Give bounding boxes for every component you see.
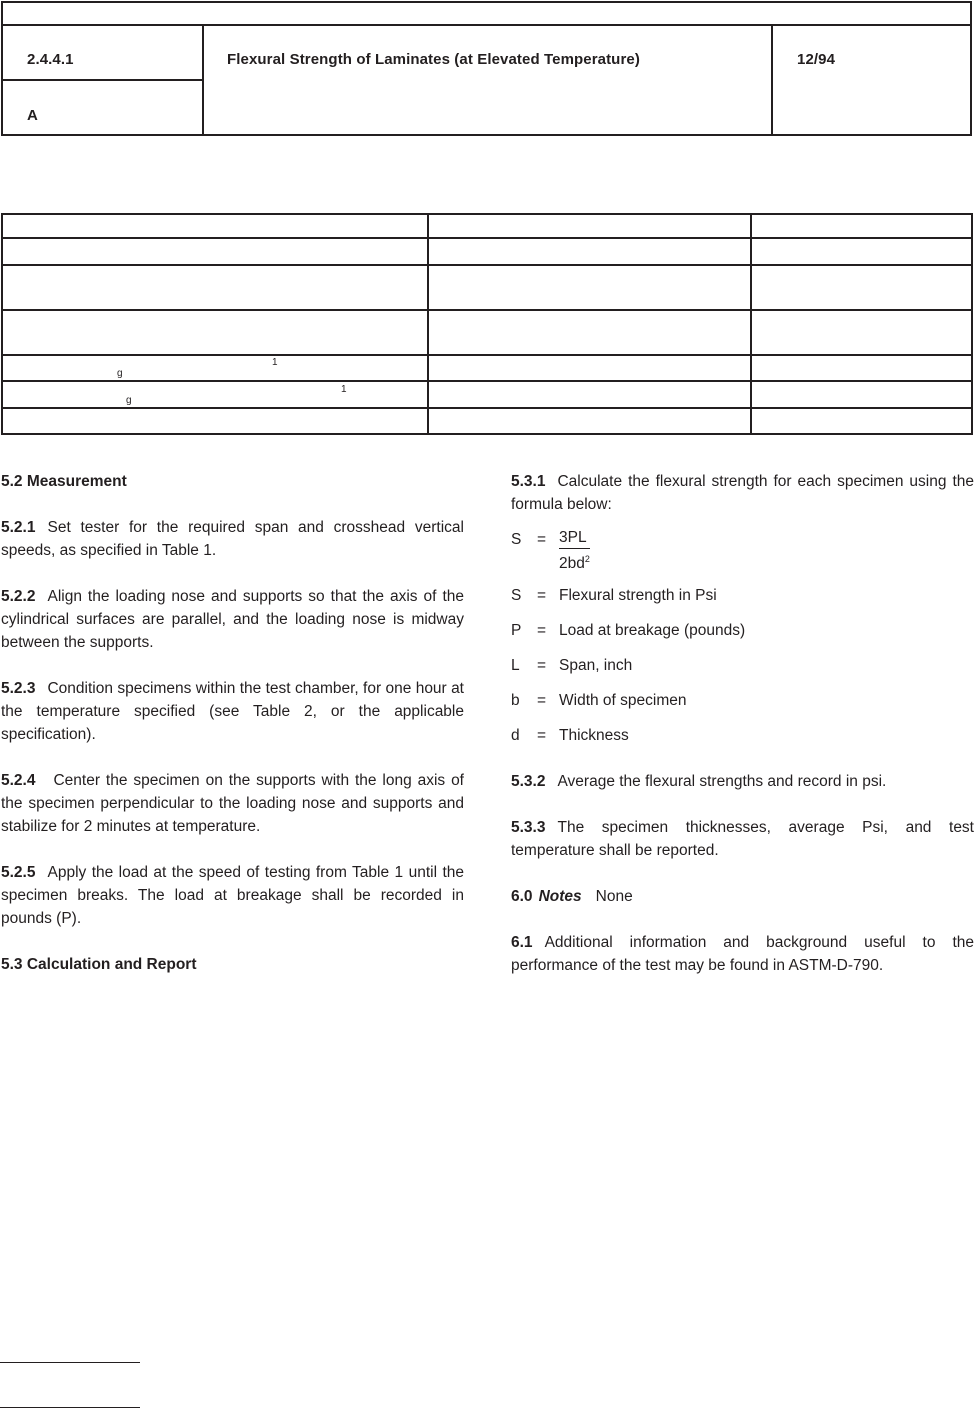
formula-numerator: 3PL	[559, 529, 587, 546]
formula-denominator	[559, 548, 590, 574]
table-cell	[428, 355, 751, 381]
paragraph-text: Condition specimens within the test chamber, for one hour at the temperature specified (see Table 2, or the applicable specification).	[1, 680, 464, 743]
table-cell	[428, 408, 751, 434]
definition-symbol: S	[511, 587, 522, 604]
definition-item	[511, 619, 974, 642]
table-row	[2, 408, 972, 434]
definition-text: Flexural strength in Psi	[559, 587, 717, 604]
header-divider	[1, 24, 972, 26]
document-header	[1, 1, 972, 136]
formula-fraction	[559, 528, 590, 574]
table-row	[2, 310, 972, 355]
section-heading-5-2: 5.2 Measurement	[1, 473, 127, 490]
paragraph-text: Align the loading nose and supports so that the axis of the cylindrical surfaces are parallel, and the loading nose is midway between the supports.	[1, 588, 464, 651]
header-divider	[1, 79, 203, 81]
table-cell	[2, 381, 428, 408]
section-heading-5-3: 5.3 Calculation and Report	[1, 956, 197, 973]
table-cell	[751, 265, 972, 310]
definition-item	[511, 689, 974, 712]
table-row	[2, 381, 972, 408]
right-column	[511, 470, 974, 977]
table-cell	[751, 355, 972, 381]
table-cell	[751, 214, 972, 238]
table-cell	[751, 238, 972, 265]
revision-date: 12/94	[797, 51, 836, 68]
section-number: 5.2.1	[1, 519, 36, 536]
paragraph-text: Additional information and background useful to the performance of the test may be found in ASTM-D-790.	[511, 934, 974, 974]
definition-equals: =	[537, 727, 547, 744]
table-cell	[2, 408, 428, 434]
paragraph-5-2-1	[1, 516, 464, 562]
paragraph-text: Center the specimen on the supports with the long axis of the specimen perpendicular to the loading nose and supports and stabilize for 2 minutes at temperature.	[1, 772, 464, 835]
section-number: 5.2.3	[1, 680, 36, 697]
paragraph-5-2-4	[1, 769, 464, 838]
paragraph-5-2-3	[1, 677, 464, 746]
definition-equals: =	[537, 657, 547, 674]
section-number: 6.0	[511, 888, 533, 905]
table-cell	[751, 310, 972, 355]
header-divider	[771, 24, 773, 136]
paragraph-5-3-3	[511, 816, 974, 862]
formula	[511, 528, 974, 572]
doc-title: Flexural Strength of Laminates (at Elevated Temperature)	[227, 51, 640, 68]
table-cell	[2, 238, 428, 265]
notes-label: Notes	[538, 888, 582, 905]
definition-text: Load at breakage (pounds)	[559, 622, 746, 639]
doc-number: 2.4.4.1	[27, 51, 74, 68]
paragraph-text: The specimen thicknesses, average Psi, and test temperature shall be reported.	[511, 819, 974, 859]
variable-definitions	[511, 584, 974, 747]
definition-equals: =	[537, 587, 547, 604]
table-cell	[428, 381, 751, 408]
definition-item	[511, 724, 974, 747]
footnote-rule	[0, 1407, 140, 1408]
table-cell	[428, 310, 751, 355]
section-number: 5.3.1	[511, 473, 546, 490]
section-number: 5.2.4	[1, 772, 36, 789]
paragraph-5-3-2	[511, 770, 974, 793]
definition-symbol: P	[511, 622, 522, 639]
definition-equals: =	[537, 692, 547, 709]
footnote-rule	[0, 1362, 140, 1363]
table-row	[2, 265, 972, 310]
paragraph-5-3-1	[511, 470, 974, 516]
table-cell	[2, 310, 428, 355]
definition-symbol: L	[511, 657, 520, 674]
definition-symbol: b	[511, 692, 520, 709]
left-column	[1, 470, 464, 976]
footnote-marker: 1	[341, 384, 347, 395]
table-cell	[428, 238, 751, 265]
denominator-base: 2bd	[559, 555, 585, 572]
paragraph-5-2-2	[1, 585, 464, 654]
definition-symbol: d	[511, 727, 520, 744]
table-cell	[2, 265, 428, 310]
paragraph-text: Average the flexural strengths and record in psi.	[557, 773, 887, 790]
table-cell	[428, 265, 751, 310]
footnote-marker: 1	[272, 357, 278, 368]
definition-text: Span, inch	[559, 657, 633, 674]
table-cell	[428, 214, 751, 238]
definition-text: Thickness	[559, 727, 629, 744]
formula-equals: =	[537, 531, 547, 548]
definition-item	[511, 654, 974, 677]
paragraph-text: Apply the load at the speed of testing from Table 1 until the specimen breaks. The load at breakage shall be recorded in pounds (P).	[1, 864, 464, 927]
table-cell	[2, 214, 428, 238]
section-number: 6.1	[511, 934, 533, 951]
definition-text: Width of specimen	[559, 692, 687, 709]
definition-equals: =	[537, 622, 547, 639]
table-row	[2, 238, 972, 265]
section-number: 5.2.5	[1, 864, 36, 881]
denominator-exponent: 2	[584, 554, 590, 564]
paragraph-text: Set tester for the required span and crosshead vertical speeds, as specified in Table 1.	[1, 519, 464, 559]
cell-fragment: g	[126, 395, 132, 406]
paragraph-6-1	[511, 931, 974, 977]
table-cell	[751, 381, 972, 408]
table-cell	[751, 408, 972, 434]
paragraph-5-2-5	[1, 861, 464, 930]
section-number: 5.3.2	[511, 773, 546, 790]
section-number: 5.2.2	[1, 588, 36, 605]
section-number: 5.3.3	[511, 819, 546, 836]
table-row	[2, 214, 972, 238]
table-row	[2, 355, 972, 381]
section-6-0	[511, 885, 974, 908]
data-table	[1, 213, 973, 435]
revision-letter: A	[27, 107, 38, 124]
definition-item	[511, 584, 974, 607]
cell-fragment: g	[117, 368, 123, 379]
paragraph-text: Calculate the flexural strength for each specimen using the formula below:	[511, 473, 974, 513]
notes-text: None	[595, 888, 633, 905]
table-cell	[2, 355, 428, 381]
formula-lhs: S	[511, 531, 522, 548]
